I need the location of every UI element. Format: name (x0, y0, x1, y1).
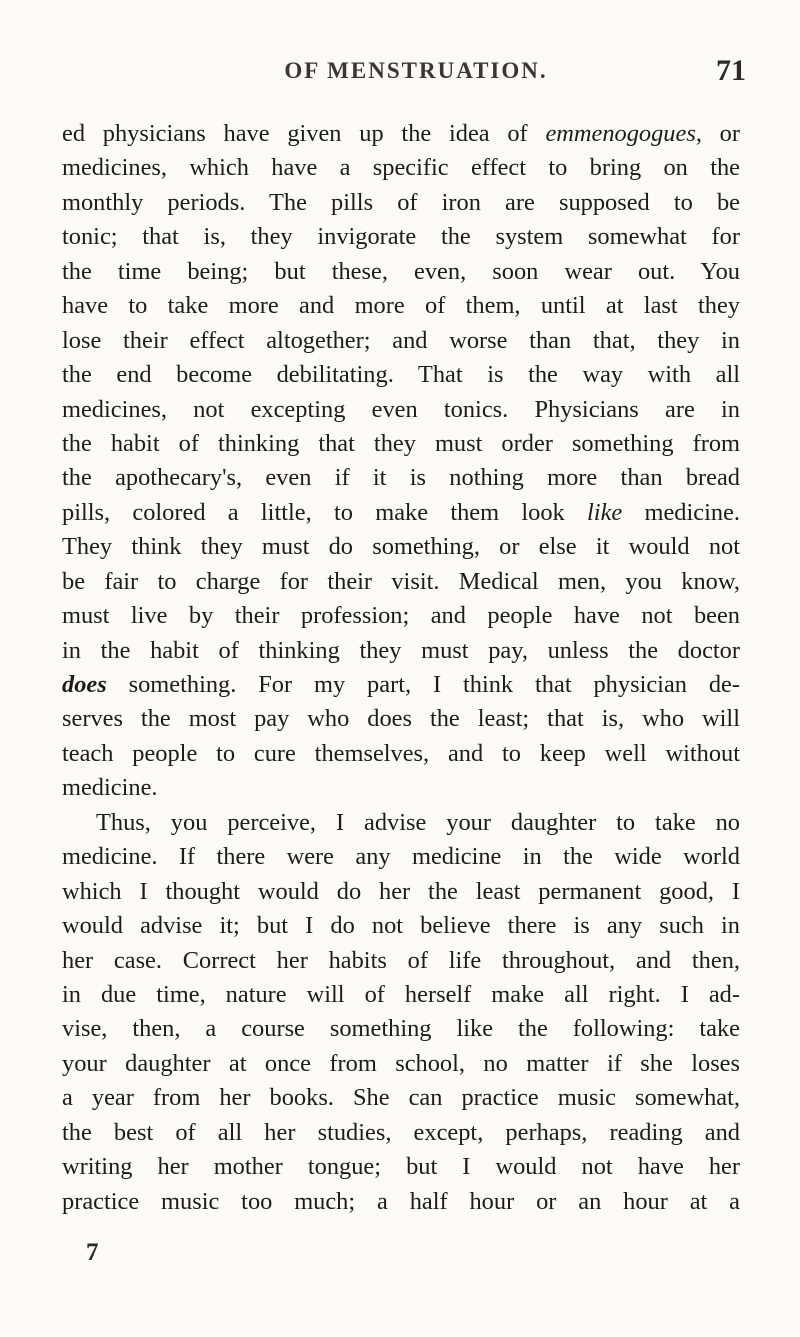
text-line (62, 771, 740, 805)
text-segment: the habit of thinking that they must order something from (62, 429, 740, 457)
text-line (62, 1081, 740, 1115)
text-line (62, 634, 740, 668)
text-line (62, 151, 740, 185)
text-segment: the time being; but these, even, soon wear out. You (62, 257, 740, 285)
text-line (62, 255, 740, 289)
text-segment: something. For my part, I think that physician de- (106, 671, 740, 698)
text-line (62, 944, 740, 978)
emphasized-word: does (62, 671, 107, 698)
text-segment: in due time, nature will of herself make all right. I ad- (62, 980, 740, 1008)
text-line (62, 496, 740, 530)
text-segment: have to take more and more of them, until at last they (62, 292, 740, 320)
text-line (62, 875, 740, 909)
text-line (62, 358, 740, 392)
text-segment: her case. Correct her habits of life throughout, and then, (62, 946, 740, 974)
text-line (62, 324, 740, 358)
text-segment: writing her mother tongue; but I would not have her (62, 1153, 740, 1181)
text-segment: the end become debilitating. That is the way with all (62, 361, 740, 389)
text-segment: your daughter at once from school, no matter if she loses (62, 1049, 740, 1077)
text-line (62, 737, 740, 771)
text-segment: vise, then, a course something like the following: take (62, 1015, 740, 1043)
text-segment: medicine. (622, 498, 740, 526)
text-segment: practice music too much; a half hour or an hour at a (62, 1187, 740, 1215)
text-line (62, 909, 740, 943)
text-line (62, 1150, 740, 1184)
text-segment: ed physicians have given up the idea of (62, 120, 546, 147)
text-segment: must live by their profession; and people have not been (62, 602, 740, 630)
text-line (62, 461, 740, 495)
body-text (62, 117, 740, 1219)
text-segment: medicine. (62, 774, 158, 802)
text-segment: serves the most pay who does the least; that is, who will (62, 705, 740, 733)
text-segment: medicines, not excepting even tonics. Physicians are in (62, 395, 740, 423)
text-line (62, 978, 740, 1012)
page-header (86, 54, 746, 98)
text-line (62, 1012, 740, 1046)
text-segment: pills, colored a little, to make them look (62, 498, 588, 526)
running-head: OF MENSTRUATION. (284, 58, 548, 83)
text-line (62, 806, 740, 840)
signature-mark: 7 (86, 1239, 99, 1266)
text-segment: would advise it; but I do not believe there is any such in (62, 912, 740, 940)
text-segment: teach people to cure themselves, and to keep well without (62, 739, 740, 767)
text-line (62, 599, 740, 633)
text-segment: tonic; that is, they invigorate the system somewhat for (62, 223, 740, 251)
text-segment: monthly periods. The pills of iron are supposed to be (62, 188, 740, 216)
text-segment: a year from her books. She can practice music somewhat, (62, 1084, 740, 1112)
emphasized-word: like (587, 498, 623, 526)
text-line (62, 186, 740, 220)
text-line (62, 1116, 740, 1150)
text-segment: medicine. If there were any medicine in the wide world (62, 843, 740, 871)
text-segment: , or (695, 120, 740, 147)
text-line (62, 702, 740, 736)
text-line (62, 427, 740, 461)
text-segment: the apothecary's, even if it is nothing more than bread (62, 464, 740, 492)
text-segment: They think they must do something, or else it would not (62, 533, 740, 561)
text-line (62, 840, 740, 874)
text-line (62, 1047, 740, 1081)
text-segment: be fair to charge for their visit. Medical men, you know, (62, 567, 740, 595)
text-line (62, 565, 740, 599)
text-segment: Thus, you perceive, I advise your daughter to take no (96, 808, 740, 836)
text-segment: in the habit of thinking they must pay, unless the doctor (62, 636, 740, 664)
text-segment: medicines, which have a specific effect to bring on the (62, 154, 740, 182)
text-line (62, 117, 740, 151)
text-segment: the best of all her studies, except, perhaps, reading and (62, 1118, 740, 1146)
text-segment: which I thought would do her the least permanent good, I (62, 877, 740, 905)
page-number: 71 (716, 54, 746, 87)
text-line (62, 1185, 740, 1219)
text-segment: lose their effect altogether; and worse than that, they in (62, 326, 740, 354)
emphasized-word: emmenogogues (545, 120, 696, 147)
text-line (62, 668, 740, 702)
text-line (62, 530, 740, 564)
text-line (62, 289, 740, 323)
text-line (62, 220, 740, 254)
text-line (62, 393, 740, 427)
